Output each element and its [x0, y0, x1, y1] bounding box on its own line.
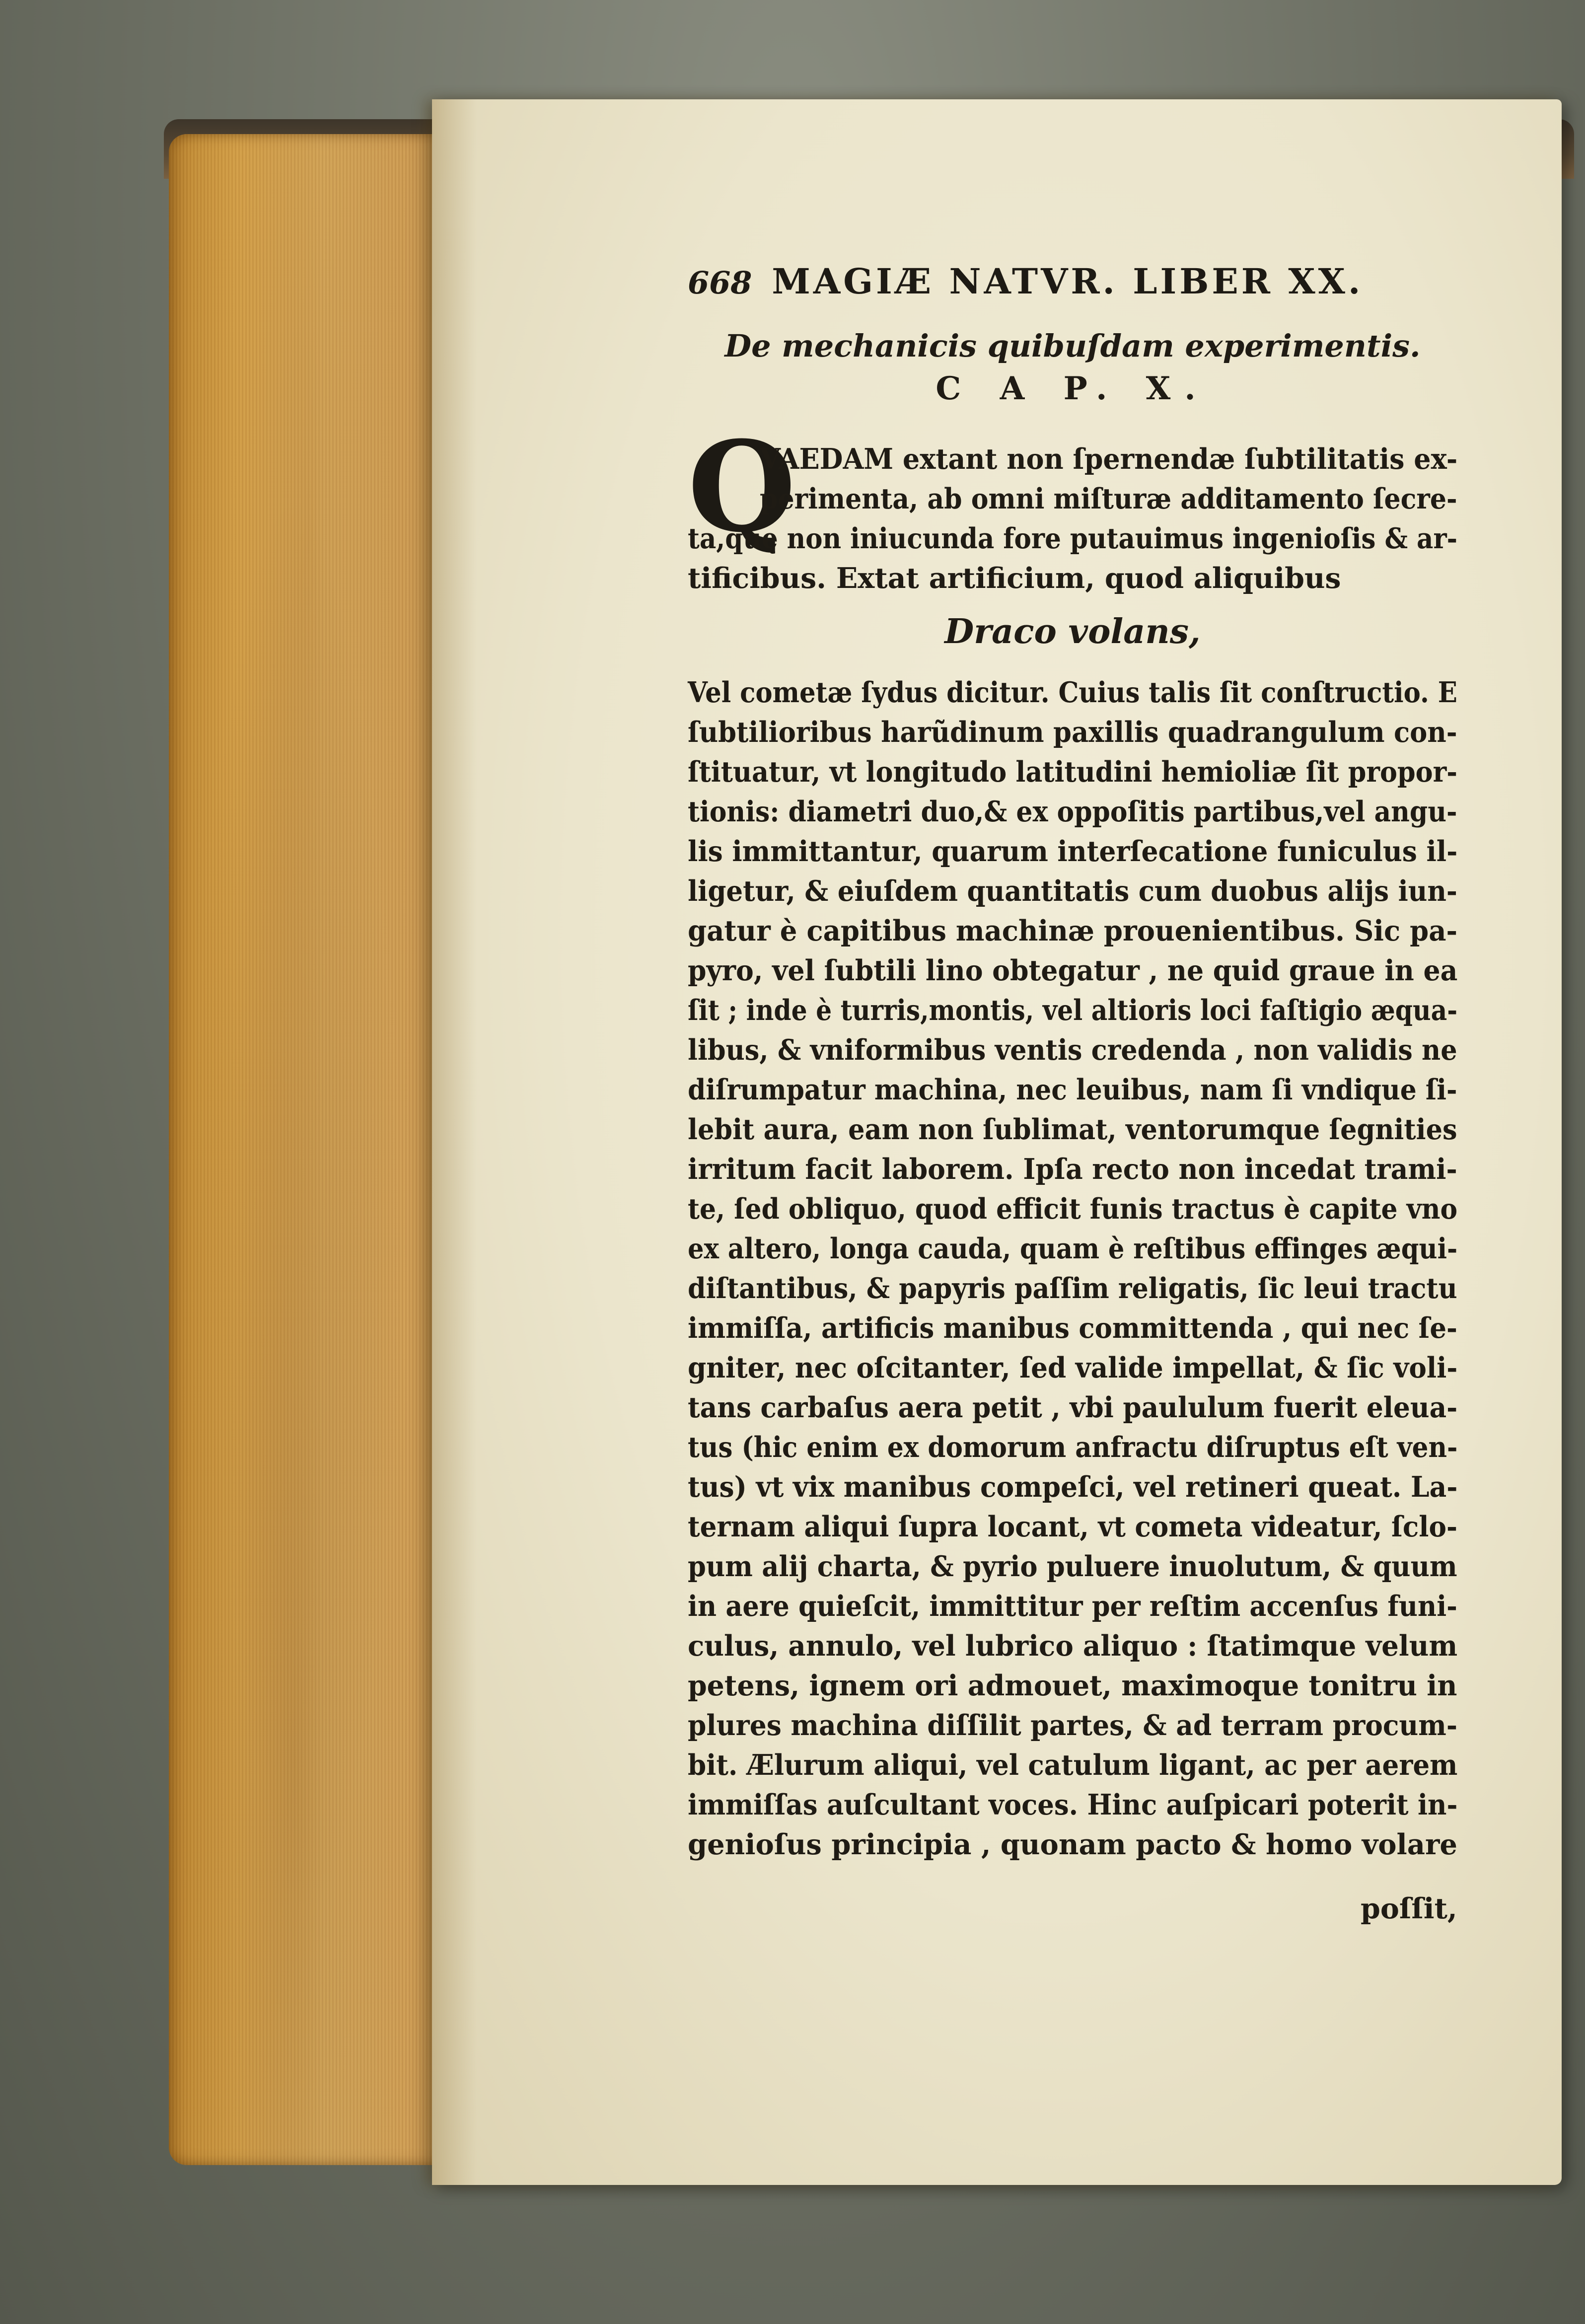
text-line: ligetur, & eiuſdem quantitatis cum duobus alijs iun-: [688, 874, 1457, 908]
drop-cap: Q: [688, 414, 796, 560]
text-line: genioſus principia , quonam pacto & homo volare: [688, 1828, 1457, 1861]
text-line: te, ſed obliquo, quod efficit funis tractus è capite vno: [688, 1192, 1458, 1226]
text-line: gatur è capitibus machinæ prouenientibus. Sic pa-: [688, 914, 1458, 947]
text-line: lis immittantur, quarum interſecatione funiculus il-: [688, 835, 1458, 868]
chapter-heading: De mechanicis quibuſdam experimentis.: [724, 328, 1421, 364]
text-line: gniter, nec oſcitanter, ſed valide impellat, & ſic voli-: [688, 1351, 1458, 1384]
text-line: pum alij charta, & pyrio puluere inuolutum, & quum: [688, 1550, 1457, 1583]
text-line: ſit ; inde è turris,montis, vel altioris loci faſtigio æqua-: [688, 994, 1458, 1027]
text-line: ſtituatur, vt longitudo latitudini hemioliæ ſit propor-: [688, 755, 1457, 789]
text-line: irritum facit laborem. Ipſa recto non incedat trami-: [688, 1153, 1457, 1186]
text-line: tus (hic enim ex domorum anfractu diſruptus eſt ven-: [688, 1431, 1458, 1464]
text-line: ſubtilioribus harũdinum paxillis quadrangulum con-: [688, 716, 1457, 749]
text-line: bit. Ælurum aliqui, vel catulum ligant, ac per aerem: [688, 1748, 1458, 1782]
running-title: MAGIÆ NATVR. LIBER XX.: [772, 261, 1364, 302]
text-line: plures machina diſſilit partes, & ad terram procum-: [688, 1709, 1458, 1742]
text-line: ex altero, longa cauda, quam è reſtibus effinges æqui-: [688, 1232, 1458, 1265]
text-line: tificibus. Extat artificium, quod aliquibus: [688, 562, 1341, 595]
text-line: ternam aliqui ſupra locant, vt cometa videatur, ſclo-: [688, 1510, 1458, 1543]
text-line: ta,quę non iniucunda fore putauimus ingenioſis & ar-: [688, 522, 1458, 555]
text-line: tionis: diametri duo,& ex oppoſitis partibus,vel angu-: [688, 795, 1457, 828]
text-line: perimenta, ab omni miſturæ additamento ſecre-: [760, 482, 1457, 515]
text-line: VAEDAM extant non ſpernendæ ſubtilitatis ex-: [760, 442, 1458, 476]
text-line: Vel cometæ ſydus dicitur. Cuius talis ſit conſtructio. E: [688, 676, 1457, 709]
text-line: libus, & vniformibus ventis credenda , non validis ne: [688, 1033, 1457, 1067]
text-line: immiſſas auſcultant voces. Hinc auſpicari poterit in-: [688, 1788, 1458, 1821]
page-fore-edge: [169, 134, 447, 2165]
text-line: pyro, vel ſubtili lino obtegatur , ne quid graue in ea: [688, 954, 1458, 987]
text-line: immiſſa, artificis manibus committenda , qui nec ſe-: [688, 1311, 1458, 1345]
text-line: culus, annulo, vel lubrico aliquo : ſtatimque velum: [688, 1629, 1458, 1663]
chapter-number: C A P. X.: [936, 370, 1210, 407]
text-line: lebit aura, eam non ſublimat, ventorumque ſegnities: [688, 1113, 1457, 1146]
text-line: diſrumpatur machina, nec leuibus, nam ſi vndique ſi-: [688, 1073, 1457, 1106]
catchword: poſſit,: [1361, 1892, 1457, 1925]
text-line: in aere quieſcit, immittitur per reſtim accenſus funi-: [688, 1590, 1457, 1623]
running-head: [688, 261, 1393, 302]
text-line: tus) vt vix manibus compeſci, vel retineri queat. La-: [688, 1470, 1458, 1504]
text-line: diſtantibus, & papyris paſſim religatis, ſic leui tractu: [688, 1272, 1457, 1305]
text-line: petens, ignem ori admouet, maximoque tonitru in: [688, 1669, 1457, 1702]
section-subheading: Draco volans,: [944, 612, 1201, 652]
page-number: 668: [688, 265, 752, 301]
text-line: tans carbaſus aera petit , vbi paululum fuerit eleua-: [688, 1391, 1458, 1424]
